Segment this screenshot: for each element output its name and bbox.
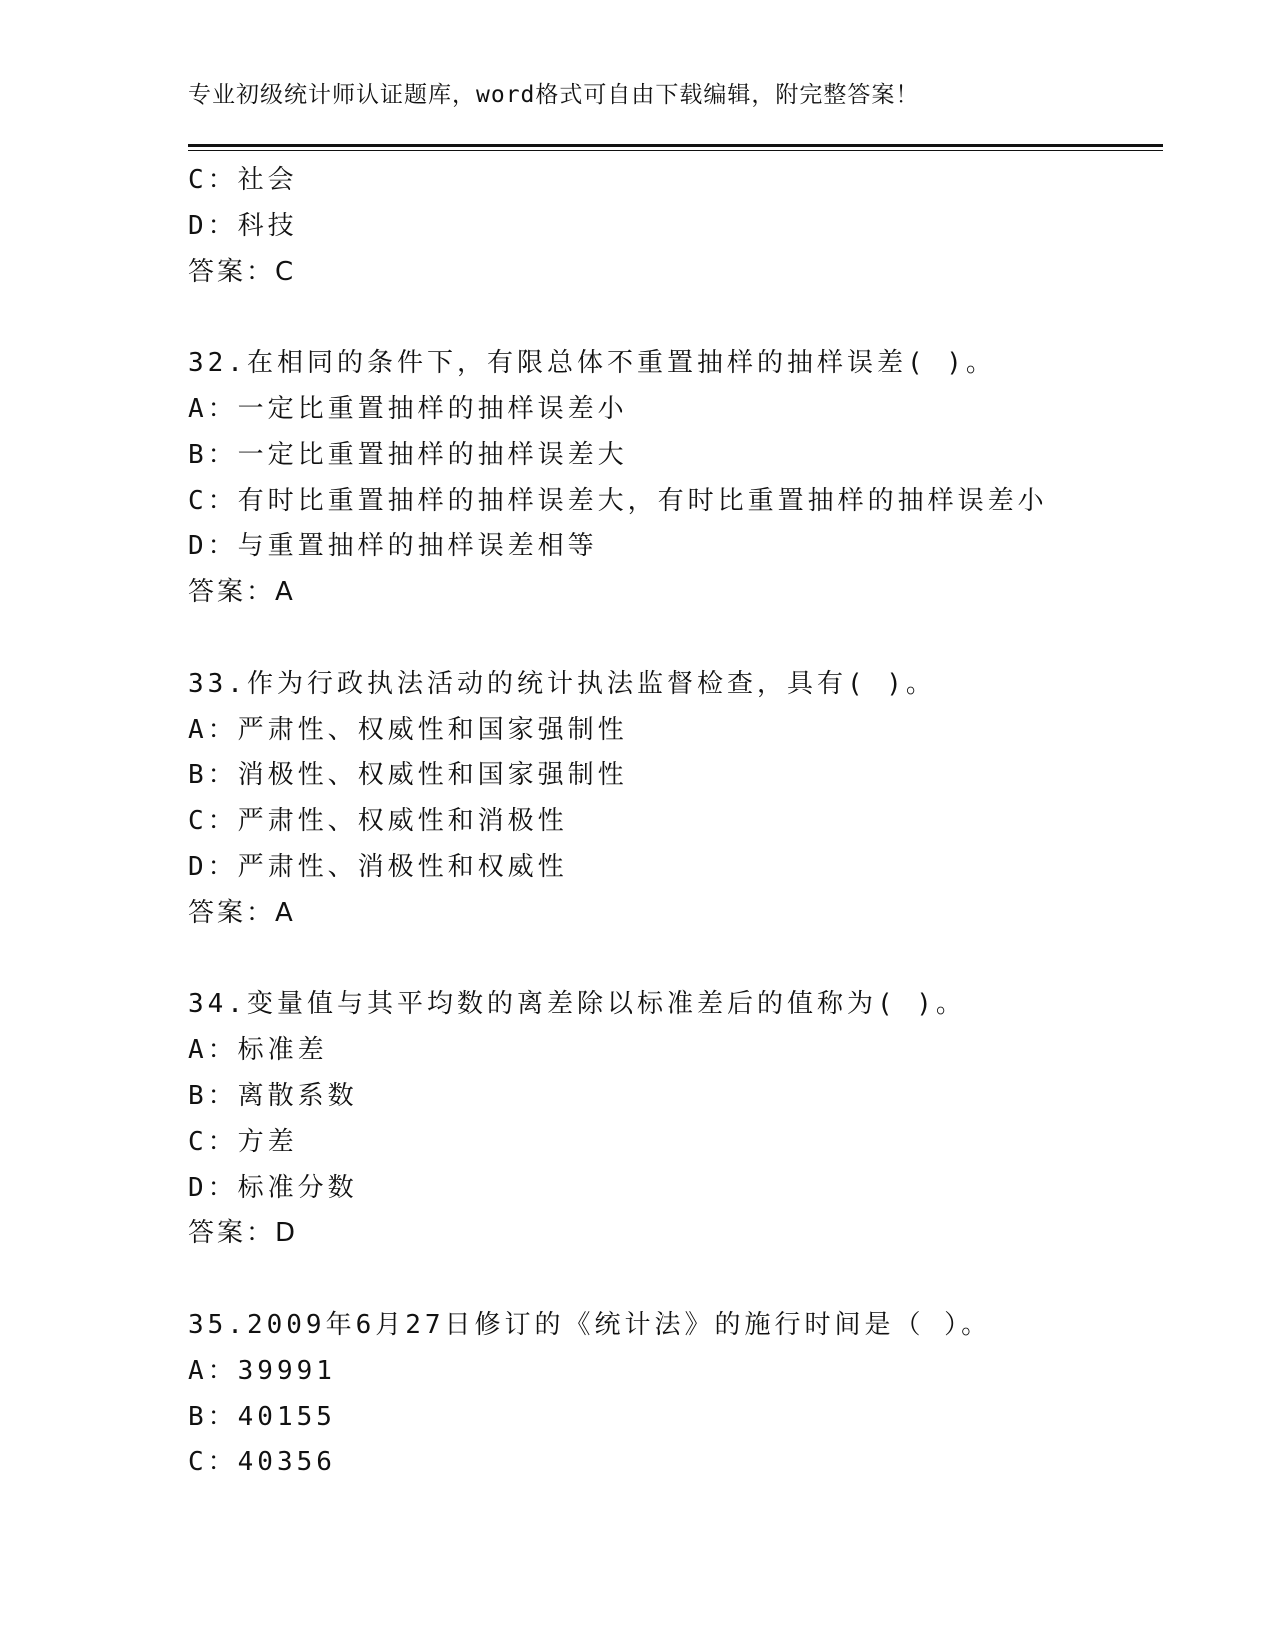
option-d: D：标准分数 [188,1172,358,1203]
option-b: B：40155 [188,1401,336,1432]
question-list [188,158,1163,1486]
question-stem: 34.变量值与其平均数的离差除以标准差后的值称为( )。 [188,989,966,1020]
option-b: B：一定比重置抽样的抽样误差大 [188,439,628,470]
option-b: B：离散系数 [188,1080,358,1111]
option-c: C：有时比重置抽样的抽样误差大，有时比重置抽样的抽样误差小 [188,485,1048,516]
spacer [188,937,1163,983]
spacer [188,616,1163,662]
option-c: C：社会 [188,165,298,195]
option-d: D：与重置抽样的抽样误差相等 [188,531,598,562]
option-d: D：科技 [188,210,298,241]
answer: 答案：C [188,256,297,287]
option-c: C：40356 [188,1447,336,1478]
option-c: C：严肃性、权威性和消极性 [188,806,568,837]
answer: 答案：A [188,577,296,608]
option-b: B：消极性、权威性和国家强制性 [188,760,628,791]
answer: 答案：D [188,1218,299,1249]
option-d: D：严肃性、消极性和权威性 [188,851,568,882]
option-a: A：39991 [188,1355,336,1386]
question-stem: 32.在相同的条件下，有限总体不重置抽样的抽样误差( )。 [188,348,996,379]
option-a: A：一定比重置抽样的抽样误差小 [188,393,628,424]
header-rule-thin [188,150,1163,151]
question-stem: 35.2009年6月27日修订的《统计法》的施行时间是（ ）。 [188,1309,992,1340]
option-a: A：标准差 [188,1035,328,1066]
header-rule-thick [188,144,1163,147]
spacer [188,1257,1163,1303]
answer: 答案：A [188,897,296,928]
page-header: 专业初级统计师认证题库，word格式可自由下载编辑，附完整答案！ [188,82,920,108]
option-a: A：严肃性、权威性和国家强制性 [188,714,628,745]
question-stem: 33.作为行政执法活动的统计执法监督检查，具有( )。 [188,668,936,699]
spacer [188,295,1163,341]
option-c: C：方差 [188,1126,298,1157]
